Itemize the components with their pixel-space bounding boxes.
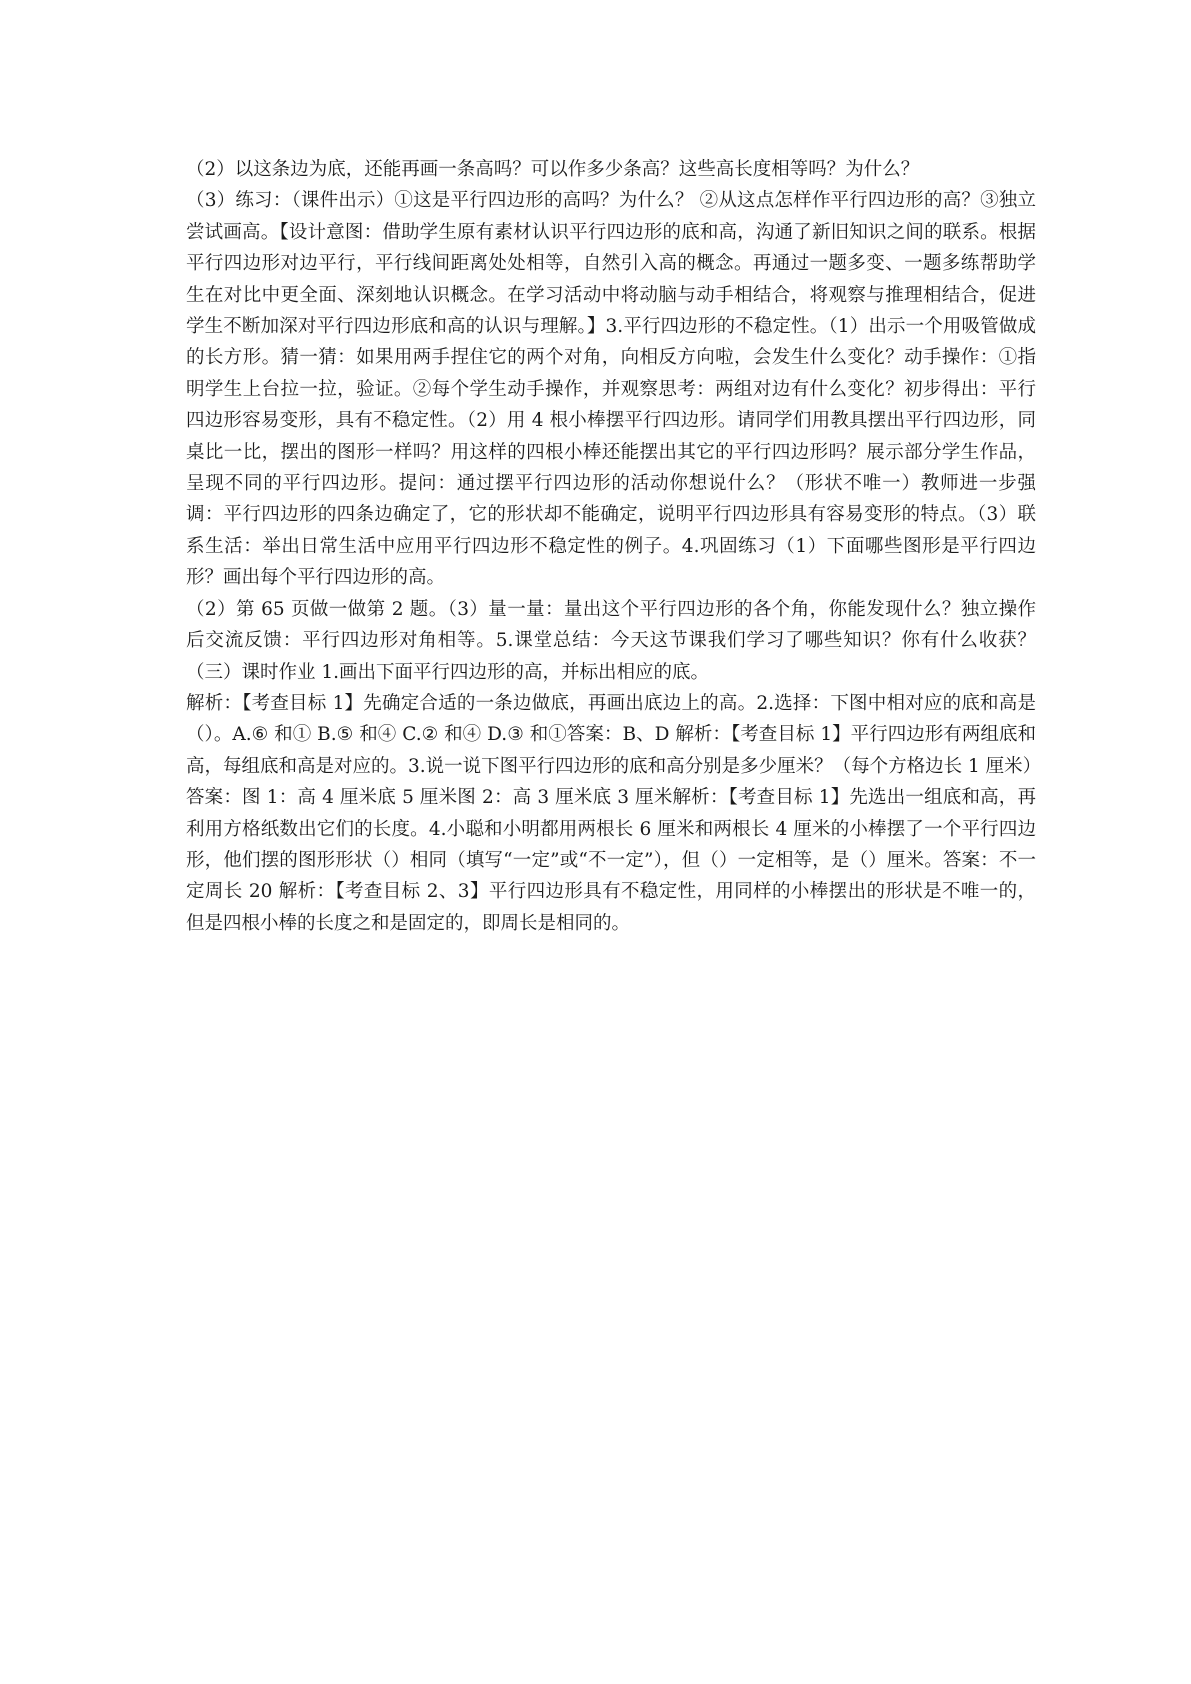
paragraph-1: （2）以这条边为底，还能再画一条高吗？可以作多少条高？这些高长度相等吗？为什么？ xyxy=(186,159,920,180)
paragraph-3: （2）第 65 页做一做第 2 题。（3）量一量：量出这个平行四边形的各个角，你能发现什么？独立操作后交流反馈：平行四边形对角相等。5.课堂总结：今天这节课我们学习了哪些知识？你有什么收获？（三）课时作业 1.画出下面平行四边形的高，并标出相应的底。 xyxy=(186,598,1036,683)
paragraph-4: 解析：【考查目标 1】先确定合适的一条边做底，再画出底边上的高。2.选择：下图中相对应的底和高是（）。A.⑥ 和① B.⑤ 和④ C.② 和④ D.③ 和①答案：B、D 解析：【考查目标 1】平行四边形有两组底和高，每组底和高是对应的。3.说一说下图平行四边形的底和高分别是多少厘米？（每个方格边长 1 厘米） xyxy=(186,692,1042,777)
paragraph-2: （3）练习：（课件出示）①这是平行四边形的高吗？为什么？ ②从这点怎样作平行四边形的高？③独立尝试画高。【设计意图：借助学生原有素材认识平行四边形的底和高，沟通了新旧知识之间的联系。根据平行四边形对边平行，平行线间距离处处相等，自然引入高的概念。再通过一题多变、一题多练帮助学生在对比中更全面、深刻地认识概念。在学习活动中将动脑与动手相结合，将观察与推理相结合，促进学生不断加深对平行四边形底和高的认识与理解。】3.平行四边形的不稳定性。（1）出示一个用吸管做成的长方形。猜一猜：如果用两手捏住它的两个对角，向相反方向啦，会发生什么变化？动手操作：①指明学生上台拉一拉，验证。②每个学生动手操作，并观察思考：两组对边有什么变化？初步得出：平行四边形容易变形，具有不稳定性。（2）用 4 根小棒摆平行四边形。请同学们用教具摆出平行四边形，同桌比一比，摆出的图形一样吗？用这样的四根小棒还能摆出其它的平行四边形吗？展示部分学生作品，呈现不同的平行四边形。提问：通过摆平行四边形的活动你想说什么？（形状不唯一）教师进一步强调：平行四边形的四条边确定了，它的形状却不能确定，说明平行四边形具有容易变形的特点。（3）联系生活：举出日常生活中应用平行四边形不稳定性的例子。4.巩固练习（1）下面哪些图形是平行四边形？画出每个平行四边形的高。 xyxy=(186,190,1036,589)
paragraph-5: 答案：图 1：高 4 厘米底 5 厘米图 2：高 3 厘米底 3 厘米解析：【考查目标 1】先选出一组底和高，再利用方格纸数出它们的长度。4.小聪和小明都用两根长 6 厘米和两根长 4 厘米的小棒摆了一个平行四边形，他们摆的图形形状（）相同（填写“一定”或“不一定”），但（）一定相等，是（）厘米。答案：不一定周长 20 解析：【考查目标 2、3】平行四边形具有不稳定性，用同样的小棒摆出的形状是不唯一的，但是四根小棒的长度之和是固定的，即周长是相同的。 xyxy=(186,787,1036,934)
document-body xyxy=(186,154,1042,939)
